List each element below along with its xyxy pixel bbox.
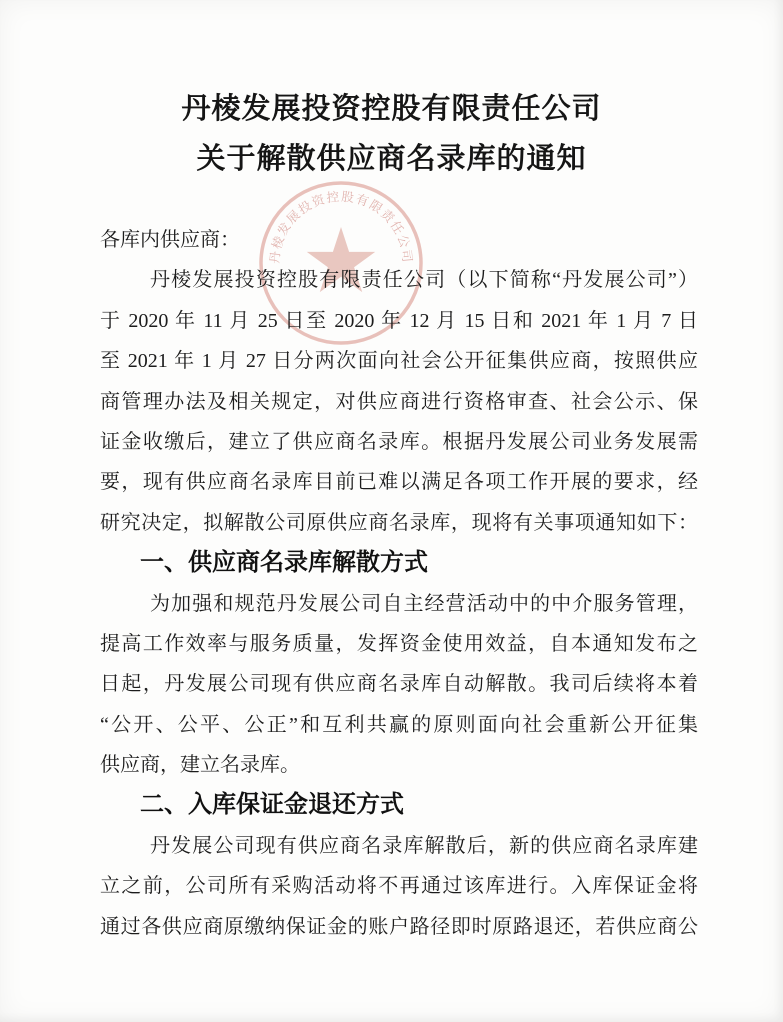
body-line: 通过各供应商原缴纳保证金的账户路径即时原路退还，若供应商公 (100, 915, 698, 938)
body-line: 各库内供应商： (100, 229, 240, 251)
body-line: 研究决定，拟解散公司原供应商名录库，现将有关事项通知如下： (100, 511, 698, 534)
title-line-2: 关于解散供应商名录库的通知 (196, 143, 587, 175)
body-line: 丹发展公司现有供应商名录库解散后，新的供应商名录库建 (150, 834, 698, 857)
document-body (100, 220, 698, 947)
section-heading: 一、供应商名录库解散方式 (140, 549, 428, 577)
seal-arc-text: 丹棱发展投资控股有限责任公司 (267, 189, 415, 265)
document-title (0, 84, 783, 184)
body-line: 提高工作效率与服务质量，发挥资金使用效益，自本通知发布之 (100, 632, 698, 655)
body-line: 证金收缴后，建立了供应商名录库。根据丹发展公司业务发展需 (100, 430, 698, 453)
section-heading: 二、入库保证金退还方式 (140, 791, 404, 819)
body-line: 商管理办法及相关规定，对供应商进行资格审查、社会公示、保 (100, 390, 698, 413)
title-line-1: 丹棱发展投资控股有限责任公司 (181, 93, 602, 125)
body-line: 于 2020 年 11 月 25 日至 2020 年 12 月 15 日和 2021 年 1 月 7 日 (100, 309, 698, 332)
body-line: “公开、公平、公正”和互利共赢的原则面向社会重新公开征集 (100, 713, 698, 736)
body-line: 立之前，公司所有采购活动将不再通过该库进行。入库保证金将 (100, 875, 698, 898)
body-line: 至 2021 年 1 月 27 日分两次面向社会公开征集供应商，按照供应 (100, 350, 698, 373)
body-line: 日起，丹发展公司现有供应商名录库自动解散。我司后续将本着 (100, 673, 698, 696)
body-line: 供应商，建立名录库。 (100, 754, 300, 777)
body-line: 为加强和规范丹发展公司自主经营活动中的中介服务管理， (150, 592, 698, 615)
body-line: 要，现有供应商名录库目前已难以满足各项工作开展的要求，经 (100, 471, 698, 494)
body-line: 丹棱发展投资控股有限责任公司（以下简称“丹发展公司”） (150, 269, 698, 292)
